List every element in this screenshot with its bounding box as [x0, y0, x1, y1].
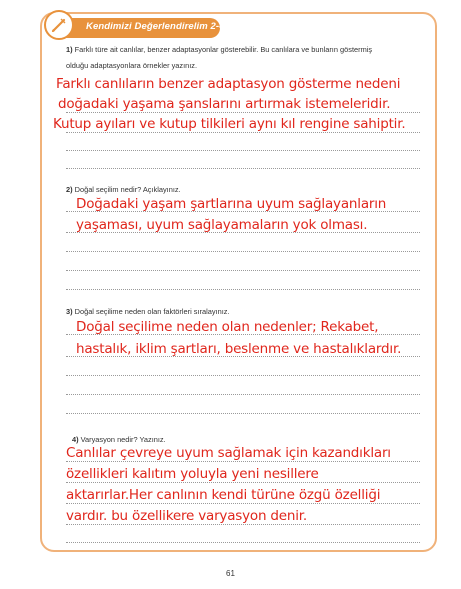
answer-line: [66, 356, 420, 357]
answer-line: [66, 132, 420, 133]
answer-line: [66, 461, 420, 462]
answer-line: [66, 112, 420, 113]
answer-line: [66, 524, 420, 525]
question-1-number: 1): [66, 45, 73, 54]
answer-line: [66, 503, 420, 504]
answer-4-line3: aktarırlar.Her canlının kendi türüne özgü özelliği: [66, 487, 381, 503]
question-2-number: 2): [66, 185, 73, 194]
answer-4-line2: özellikleri kalıtım yoluyla yeni nesillere: [66, 466, 319, 482]
answer-line: [66, 251, 420, 252]
answer-line: [66, 394, 420, 395]
question-4-number: 4): [72, 435, 79, 444]
answer-line: [66, 334, 420, 335]
answer-line: [66, 289, 420, 290]
answer-line: [66, 270, 420, 271]
answer-1-line3: Kutup ayıları ve kutup tilkileri aynı kıl rengine sahiptir.: [53, 116, 406, 132]
answer-line: [66, 375, 420, 376]
question-1-line2: olduğu adaptasyonlara örnekler yazınız.: [66, 61, 198, 70]
answer-2-line1: Doğadaki yaşam şartlarına uyum sağlayanların: [76, 196, 387, 212]
question-2-text: Doğal seçilim nedir? Açıklayınız.: [74, 185, 181, 194]
answer-line: [66, 232, 420, 233]
question-4-text: Varyasyon nedir? Yazınız.: [80, 435, 166, 444]
page-number: 61: [226, 569, 235, 578]
question-3-line1: [66, 307, 230, 316]
section-title: Kendimizi Değerlendirelim 2-4: [86, 21, 225, 32]
question-4-line1: [72, 435, 166, 444]
answer-1-line2: doğadaki yaşama şanslarını artırmak istemeleridir.: [58, 96, 391, 112]
answer-4-line1: Canlılar çevreye uyum sağlamak için kazandıkları: [66, 445, 391, 461]
question-2-line1: [66, 185, 181, 194]
answer-4-line4: vardır. bu özellikere varyasyon denir.: [66, 508, 307, 524]
answer-line: [66, 482, 420, 483]
question-3-text: Doğal seçilime neden olan faktörleri sıralayınız.: [74, 307, 230, 316]
answer-line: [66, 211, 420, 212]
answer-line: [66, 413, 420, 414]
answer-line: [66, 150, 420, 151]
answer-3-line2: hastalık, iklim şartları, beslenme ve hastalıklardır.: [76, 341, 402, 357]
answer-2-line2: yaşaması, uyum sağlayamaların yok olması.: [76, 217, 368, 233]
pencil-badge: [44, 10, 74, 40]
answer-3-line1: Doğal seçilime neden olan nedenler; Rekabet,: [76, 319, 379, 335]
pencil-icon: [49, 15, 69, 35]
answer-line: [66, 542, 420, 543]
question-3-number: 3): [66, 307, 73, 316]
question-1-text: Farklı türe ait canlılar, benzer adaptasyonlar gösterebilir. Bu canlılara ve bunların göstermiş: [74, 45, 373, 54]
answer-line: [66, 168, 420, 169]
question-1-line1: [66, 45, 372, 54]
answer-1-line1: Farklı canlıların benzer adaptasyon gösterme nedeni: [56, 76, 401, 92]
